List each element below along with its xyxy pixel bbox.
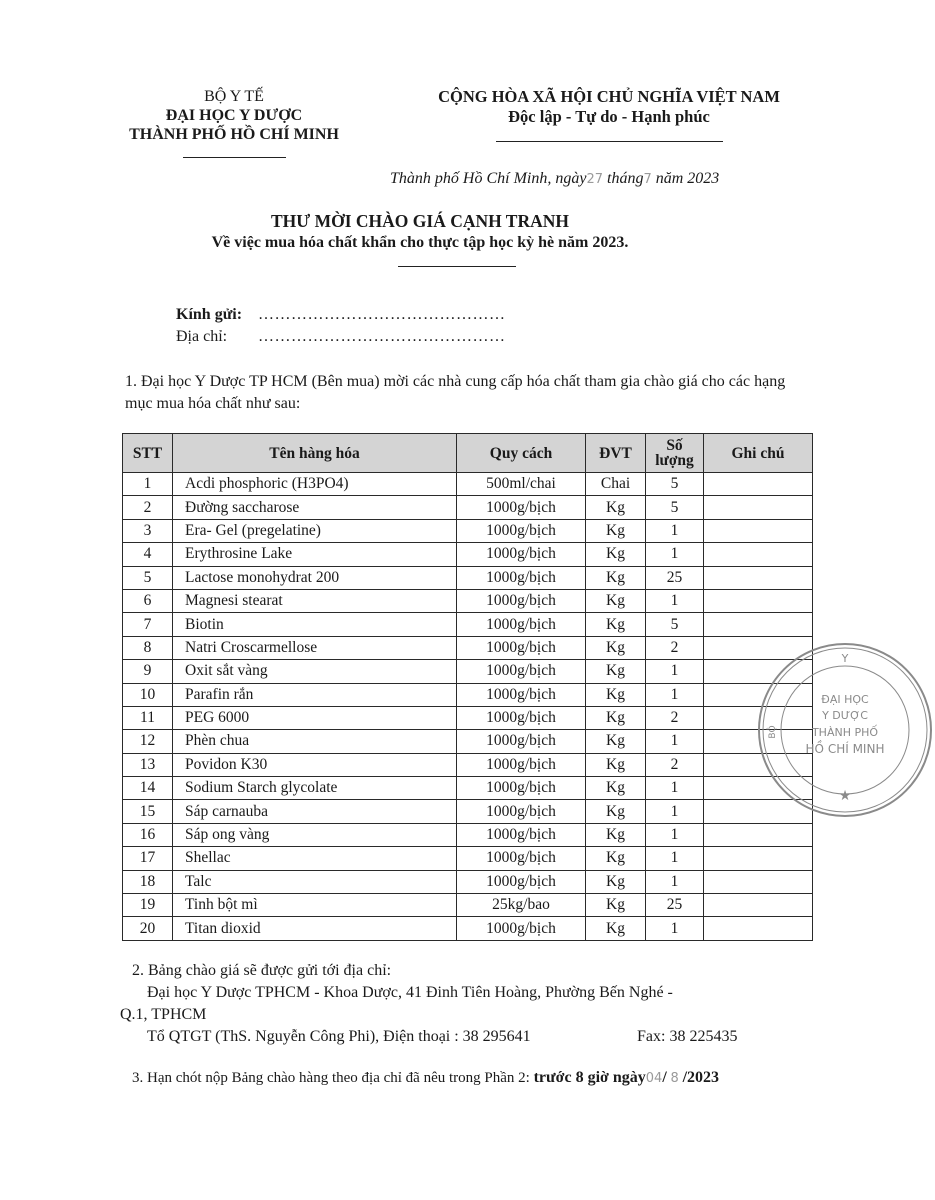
- document-subtitle: Về việc mua hóa chất khẩn cho thực tập học kỳ hè năm 2023.: [211, 234, 629, 251]
- section-2-address-line2: Q.1, TPHCM: [120, 1006, 207, 1023]
- cell-unit: Kg: [586, 730, 646, 753]
- table-row: [123, 683, 813, 706]
- table-row: [123, 496, 813, 519]
- seal-text-top: Y: [841, 652, 849, 665]
- cell-unit: Kg: [586, 706, 646, 729]
- cell-qty: 1: [646, 589, 704, 612]
- cell-note: [704, 543, 813, 566]
- cell-stt: 5: [123, 566, 173, 589]
- cell-note: [704, 566, 813, 589]
- cell-note: [704, 519, 813, 542]
- cell-unit: Kg: [586, 917, 646, 940]
- cell-spec: 1000g/bịch: [457, 566, 586, 589]
- cell-qty: 1: [646, 777, 704, 800]
- table-row: [123, 800, 813, 823]
- cell-qty: 1: [646, 519, 704, 542]
- cell-spec: 1000g/bịch: [457, 613, 586, 636]
- document-title: THƯ MỜI CHÀO GIÁ CẠNH TRANH: [271, 211, 569, 231]
- cell-qty: 1: [646, 543, 704, 566]
- cell-qty: 1: [646, 870, 704, 893]
- date-line: [390, 170, 719, 188]
- section-2-title: 2. Bảng chào giá sẽ được gửi tới địa chỉ:: [132, 962, 392, 979]
- cell-unit: Kg: [586, 823, 646, 846]
- cell-qty: 25: [646, 566, 704, 589]
- cell-name: Biotin: [173, 613, 457, 636]
- table-row: [123, 566, 813, 589]
- motto: Độc lập - Tự do - Hạnh phúc: [508, 107, 710, 126]
- cell-qty: 1: [646, 847, 704, 870]
- cell-name: Đường saccharose: [173, 496, 457, 519]
- cell-name: Parafin rắn: [173, 683, 457, 706]
- table-header-row: [123, 434, 813, 473]
- cell-note: [704, 496, 813, 519]
- cell-stt: 13: [123, 753, 173, 776]
- table-row: [123, 660, 813, 683]
- table-row: [123, 613, 813, 636]
- seal-star-icon: ★: [838, 788, 852, 804]
- date-year: năm 2023: [655, 170, 720, 187]
- cell-unit: Kg: [586, 589, 646, 612]
- cell-unit: Kg: [586, 800, 646, 823]
- address-label: Địa chỉ:: [176, 328, 228, 345]
- official-seal: [755, 640, 885, 820]
- header-qty: [646, 434, 704, 473]
- cell-stt: 7: [123, 613, 173, 636]
- cell-name: Acdi phosphoric (H3PO4): [173, 473, 457, 496]
- cell-stt: 2: [123, 496, 173, 519]
- date-prefix: Thành phố Hồ Chí Minh, ngày: [390, 170, 587, 187]
- cell-stt: 1: [123, 473, 173, 496]
- table-row: [123, 519, 813, 542]
- header-qty-line1: Số: [666, 437, 683, 454]
- cell-unit: Kg: [586, 566, 646, 589]
- table-row: [123, 917, 813, 940]
- header-qty-line2: lượng: [655, 452, 694, 469]
- table-row: [123, 589, 813, 612]
- recipient-row: [176, 306, 506, 324]
- cell-unit: Kg: [586, 894, 646, 917]
- cell-spec: 1000g/bịch: [457, 519, 586, 542]
- cell-name: Erythrosine Lake: [173, 543, 457, 566]
- cell-stt: 20: [123, 917, 173, 940]
- cell-stt: 12: [123, 730, 173, 753]
- cell-unit: Kg: [586, 660, 646, 683]
- cell-name: Sáp carnauba: [173, 800, 457, 823]
- cell-qty: 1: [646, 823, 704, 846]
- cell-qty: 1: [646, 800, 704, 823]
- cell-spec: 1000g/bịch: [457, 543, 586, 566]
- cell-spec: 1000g/bịch: [457, 683, 586, 706]
- cell-spec: 1000g/bịch: [457, 730, 586, 753]
- cell-name: Sodium Starch glycolate: [173, 777, 457, 800]
- date-day-handwritten: 27: [586, 172, 603, 187]
- cell-stt: 9: [123, 660, 173, 683]
- deadline-bold: trước 8 giờ ngày: [533, 1069, 646, 1086]
- cell-unit: Kg: [586, 870, 646, 893]
- ministry-name: BỘ Y TẾ: [204, 88, 264, 105]
- cell-note: [704, 894, 813, 917]
- deadline-month-handwritten: 8: [670, 1071, 679, 1086]
- section-2-address-line1: Đại học Y Dược TPHCM - Khoa Dược, 41 Đinh Tiên Hoàng, Phường Bến Nghé -: [147, 984, 673, 1001]
- cell-qty: 2: [646, 636, 704, 659]
- cell-unit: Kg: [586, 847, 646, 870]
- deadline-day-handwritten: 04: [645, 1071, 663, 1086]
- table-row: [123, 823, 813, 846]
- motto-underline: [496, 141, 723, 142]
- cell-stt: 17: [123, 847, 173, 870]
- cell-note: [704, 613, 813, 636]
- seal-text-line1: ĐẠI HỌC: [821, 693, 869, 706]
- cell-note: [704, 847, 813, 870]
- cell-qty: 2: [646, 753, 704, 776]
- cell-unit: Kg: [586, 683, 646, 706]
- cell-spec: 1000g/bịch: [457, 800, 586, 823]
- cell-stt: 11: [123, 706, 173, 729]
- table-row: [123, 473, 813, 496]
- cell-stt: 4: [123, 543, 173, 566]
- cell-stt: 10: [123, 683, 173, 706]
- cell-spec: 1000g/bịch: [457, 777, 586, 800]
- table-row: [123, 753, 813, 776]
- cell-name: Oxit sắt vàng: [173, 660, 457, 683]
- university-name: ĐẠI HỌC Y DƯỢC: [165, 107, 303, 124]
- cell-name: Magnesi stearat: [173, 589, 457, 612]
- cell-qty: 2: [646, 706, 704, 729]
- section-3-text: 3. Hạn chót nộp Bảng chào hàng theo địa chỉ đã nêu trong Phần 2:: [132, 1070, 534, 1086]
- cell-spec: 500ml/chai: [457, 473, 586, 496]
- cell-unit: Kg: [586, 519, 646, 542]
- chemicals-table: [122, 433, 813, 941]
- cell-name: Talc: [173, 870, 457, 893]
- cell-unit: Kg: [586, 613, 646, 636]
- seal-text-side: BỘ: [768, 725, 778, 739]
- seal-text-line2: Y DƯỢC: [822, 709, 868, 722]
- cell-name: Povidon K30: [173, 753, 457, 776]
- date-month-label: tháng: [607, 170, 644, 187]
- table-row: [123, 706, 813, 729]
- cell-unit: Kg: [586, 636, 646, 659]
- table-row: [123, 870, 813, 893]
- cell-stt: 14: [123, 777, 173, 800]
- cell-stt: 15: [123, 800, 173, 823]
- seal-text-line4: HỒ CHÍ MINH: [805, 742, 885, 756]
- cell-spec: 1000g/bịch: [457, 589, 586, 612]
- table-row: [123, 636, 813, 659]
- seal-graphic: [755, 640, 935, 820]
- deadline-year: /2023: [682, 1069, 720, 1086]
- issuer-underline: [183, 157, 286, 158]
- header-unit: ĐVT: [586, 434, 646, 473]
- section-3-deadline: [132, 1069, 719, 1087]
- cell-note: [704, 823, 813, 846]
- cell-qty: 5: [646, 473, 704, 496]
- national-motto-block: [410, 87, 808, 147]
- cell-name: Tinh bột mì: [173, 894, 457, 917]
- cell-spec: 1000g/bịch: [457, 870, 586, 893]
- header-stt: STT: [123, 434, 173, 473]
- country-name: CỘNG HÒA XÃ HỘI CHỦ NGHĨA VIỆT NAM: [438, 87, 780, 106]
- cell-note: [704, 589, 813, 612]
- cell-name: Phèn chua: [173, 730, 457, 753]
- cell-qty: 5: [646, 613, 704, 636]
- table-row: [123, 543, 813, 566]
- cell-spec: 1000g/bịch: [457, 847, 586, 870]
- cell-unit: Kg: [586, 543, 646, 566]
- university-city: THÀNH PHỐ HỒ CHÍ MINH: [129, 126, 339, 143]
- cell-stt: 3: [123, 519, 173, 542]
- cell-name: Natri Croscarmellose: [173, 636, 457, 659]
- header-name: Tên hàng hóa: [173, 434, 457, 473]
- table-row: [123, 777, 813, 800]
- table-row: [123, 847, 813, 870]
- cell-stt: 8: [123, 636, 173, 659]
- cell-qty: 5: [646, 496, 704, 519]
- address-blank: ………………………………………: [258, 328, 506, 345]
- cell-note: [704, 917, 813, 940]
- cell-spec: 25kg/bao: [457, 894, 586, 917]
- cell-stt: 18: [123, 870, 173, 893]
- header-spec: Quy cách: [457, 434, 586, 473]
- section-1-text: 1. Đại học Y Dược TP HCM (Bên mua) mời các nhà cung cấp hóa chất tham gia chào giá cho các hạng mục mua hóa chất như sau:: [125, 373, 786, 412]
- header-note: Ghi chú: [704, 434, 813, 473]
- cell-spec: 1000g/bịch: [457, 660, 586, 683]
- section-2-contact: Tổ QTGT (ThS. Nguyễn Công Phi), Điện thoại : 38 295641: [147, 1028, 531, 1045]
- issuer-block: [118, 87, 350, 163]
- cell-spec: 1000g/bịch: [457, 917, 586, 940]
- cell-qty: 1: [646, 917, 704, 940]
- cell-unit: Kg: [586, 496, 646, 519]
- cell-spec: 1000g/bịch: [457, 706, 586, 729]
- cell-unit: Chai: [586, 473, 646, 496]
- table-row: [123, 894, 813, 917]
- cell-unit: Kg: [586, 777, 646, 800]
- cell-spec: 1000g/bịch: [457, 496, 586, 519]
- cell-stt: 6: [123, 589, 173, 612]
- cell-name: Lactose monohydrat 200: [173, 566, 457, 589]
- cell-spec: 1000g/bịch: [457, 753, 586, 776]
- cell-unit: Kg: [586, 753, 646, 776]
- cell-note: [704, 473, 813, 496]
- section-2-fax: Fax: 38 225435: [637, 1028, 738, 1045]
- cell-name: Era- Gel (pregelatine): [173, 519, 457, 542]
- cell-note: [704, 870, 813, 893]
- cell-qty: 25: [646, 894, 704, 917]
- recipient-label: Kính gửi:: [176, 306, 243, 323]
- cell-qty: 1: [646, 730, 704, 753]
- cell-spec: 1000g/bịch: [457, 823, 586, 846]
- recipient-blank: ………………………………………: [258, 306, 506, 323]
- seal-text-line3: THÀNH PHỐ: [811, 726, 879, 739]
- date-month-handwritten: 7: [643, 172, 652, 187]
- deadline-sep: /: [662, 1069, 667, 1086]
- cell-name: Shellac: [173, 847, 457, 870]
- cell-stt: 16: [123, 823, 173, 846]
- cell-spec: 1000g/bịch: [457, 636, 586, 659]
- table-row: [123, 730, 813, 753]
- cell-name: Titan dioxid: [173, 917, 457, 940]
- cell-qty: 1: [646, 660, 704, 683]
- cell-stt: 19: [123, 894, 173, 917]
- title-underline: [398, 266, 516, 267]
- cell-qty: 1: [646, 683, 704, 706]
- cell-name: Sáp ong vàng: [173, 823, 457, 846]
- cell-name: PEG 6000: [173, 706, 457, 729]
- address-row: [176, 328, 506, 346]
